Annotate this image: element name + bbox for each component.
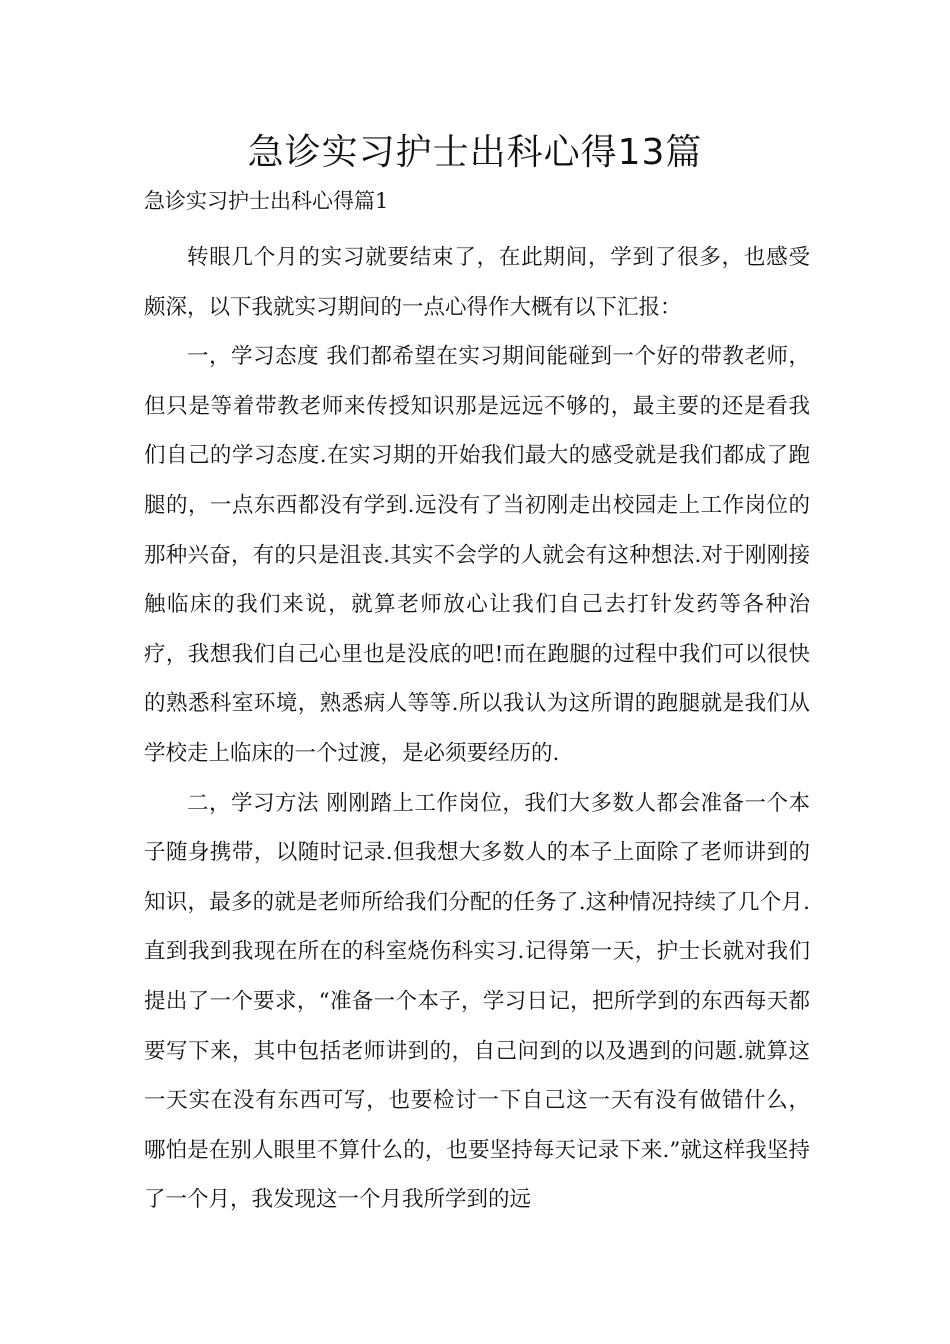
paragraph-study-method: 二，学习方法 刚刚踏上工作岗位，我们大多数人都会准备一个本子随身携带，以随时记录.但我想大多数人的本子上面除了老师讲到的知识，最多的就是老师所给我们分配的任务了.这种情况持续了几个月.直到我到我现在所在的科室烧伤科实习.记得第一天，护士长就对我们提出了一个要求，“准备一个本子，学习日记，把所学到的东西每天都要写下来，其中包括老师讲到的，自己问到的以及遇到的问题.就算这一天实在没有东西可写，也要检讨一下自己这一天有没有做错什么，哪怕是在别人眼里不算什么的，也要坚持每天记录下来.”就这样我坚持了一个月，我发现这一个月我所学到的远	[144, 790, 810, 1213]
paragraph-study-attitude: 一，学习态度 我们都希望在实习期间能碰到一个好的带教老师，但只是等着带教老师来传授知识那是远远不够的，最主要的还是看我们自己的学习态度.在实习期的开始我们最大的感受就是我们都成了跑腿的，一点东西都没有学到.远没有了当初刚走出校园走上工作岗位的那种兴奋，有的只是沮丧.其实不会学的人就会有这种想法.对于刚刚接触临床的我们来说，就算老师放心让我们自己去打针发药等各种治疗，我想我们自己心里也是没底的吧!而在跑腿的过程中我们可以很快的熟悉科室环境，熟悉病人等等.所以我认为这所谓的跑腿就是我们从学校走上临床的一个过渡，是必须要经历的.	[144, 344, 810, 766]
paragraph-intro: 转眼几个月的实习就要结束了，在此期间，学到了很多，也感受颇深，以下我就实习期间的一点心得作大概有以下汇报：	[144, 245, 810, 320]
section-heading: 急诊实习护士出科心得篇1	[144, 189, 389, 213]
document-body	[144, 233, 810, 1225]
document-title: 急诊实习护士出科心得13篇	[247, 132, 703, 173]
